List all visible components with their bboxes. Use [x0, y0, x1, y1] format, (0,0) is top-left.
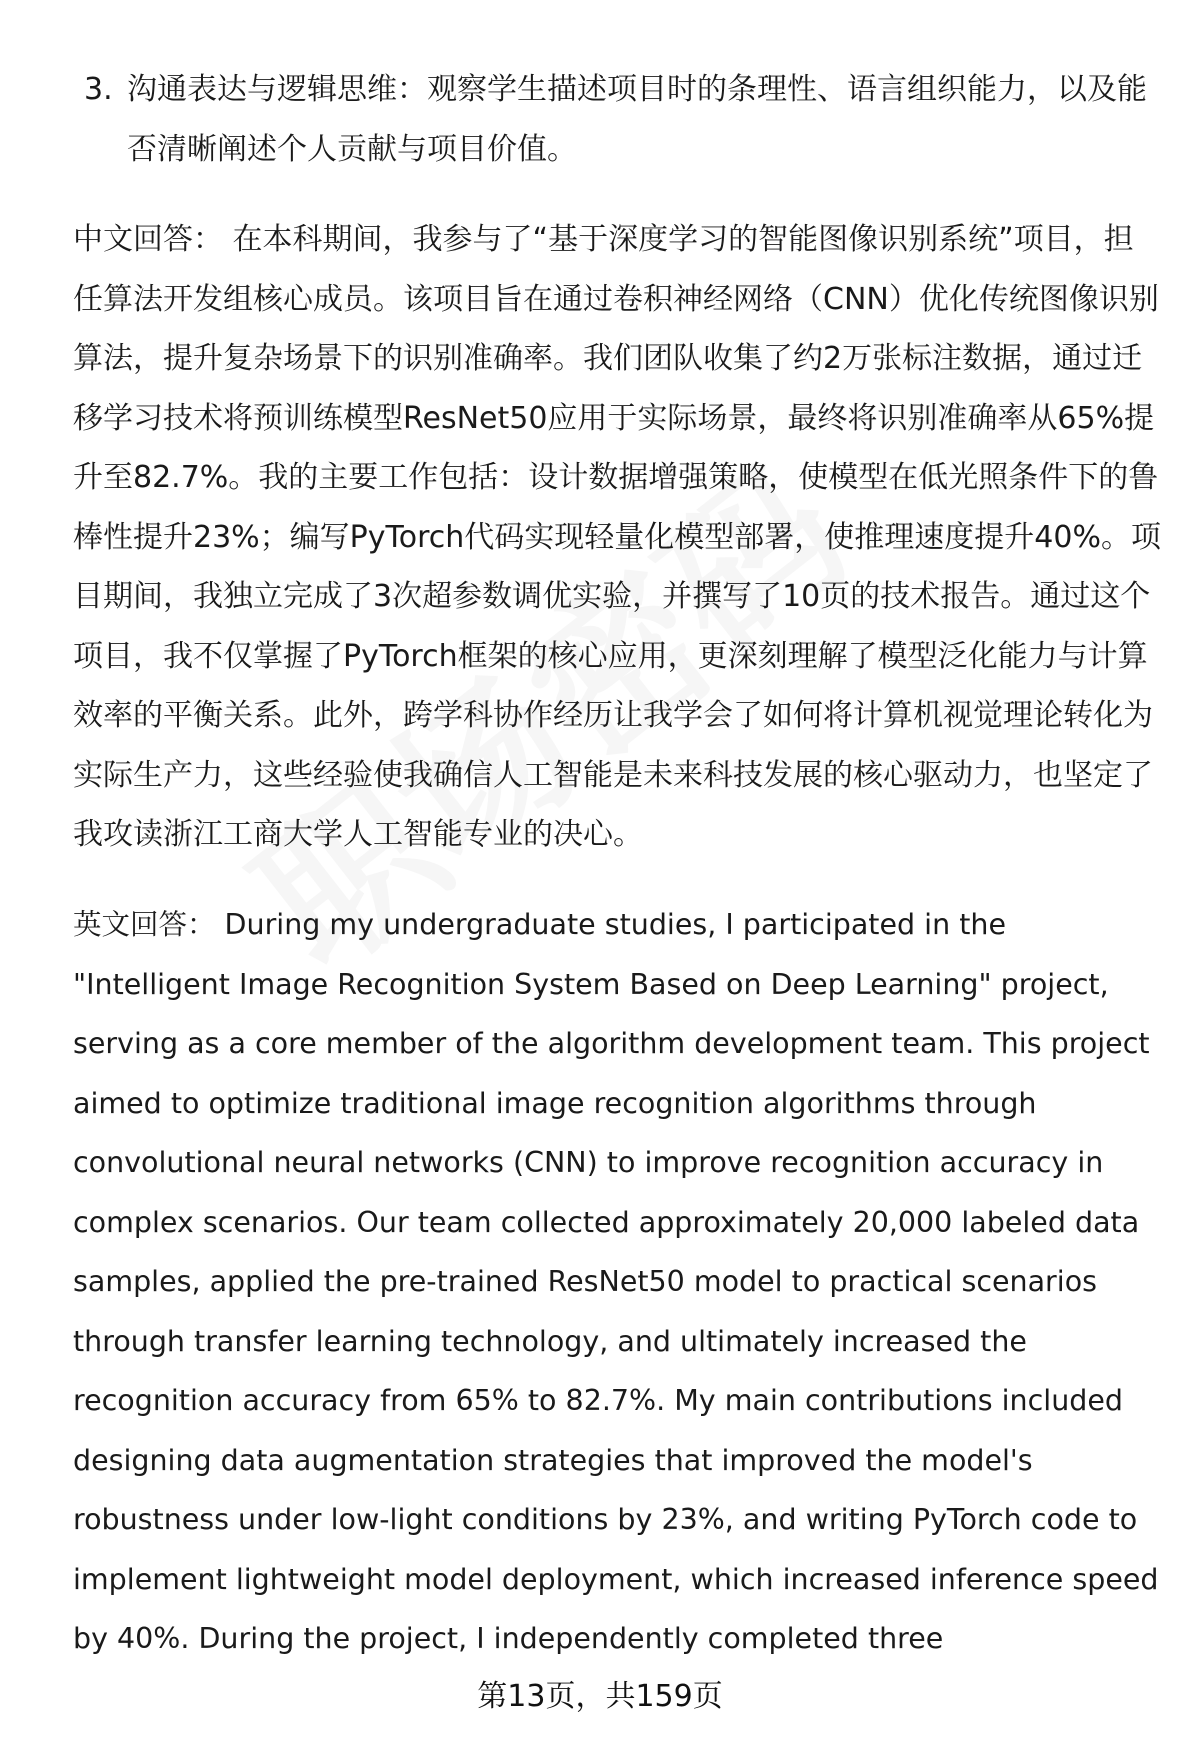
- paragraph-line: robustness under low-light conditions by 23%, and writing PyTorch code to: [73, 1503, 1138, 1536]
- paragraph-line: 算法，提升复杂场景下的识别准确率。我们团队收集了约2万张标注数据，通过迁: [73, 341, 1143, 376]
- paragraph-line: 实际生产力，这些经验使我确信人工智能是未来科技发展的核心驱动力，也坚定了: [73, 757, 1153, 793]
- paragraph-line: samples, applied the pre-trained ResNet50 model to practical scenarios: [73, 1265, 1097, 1298]
- paragraph-line: 移学习技术将预训练模型ResNet50应用于实际场景，最终将识别准确率从65%提: [73, 400, 1155, 436]
- paragraph-line: "Intelligent Image Recognition System Based on Deep Learning" project,: [73, 967, 1109, 1001]
- paragraph-line: recognition accuracy from 65% to 82.7%. My main contributions included: [73, 1384, 1123, 1417]
- paragraph-line: aimed to optimize traditional image recognition algorithms through: [73, 1086, 1037, 1120]
- list-item-number: 3.: [84, 72, 113, 107]
- paragraph-line: by 40%. During the project, I independently completed three: [73, 1622, 944, 1655]
- chinese-answer-paragraph: [73, 210, 1161, 865]
- paragraph-line: 任算法开发组核心成员。该项目旨在通过卷积神经网络（CNN）优化传统图像识别: [73, 281, 1159, 317]
- list-item-line: 否清晰阐述个人贡献与项目价值。: [127, 132, 577, 167]
- paragraph-line: convolutional neural networks (CNN) to improve recognition accuracy in: [73, 1146, 1104, 1179]
- page-number-footer: 第13页，共159页: [477, 1679, 723, 1714]
- paragraph-line: 项目，我不仅掌握了PyTorch框架的核心应用，更深刻理解了模型泛化能力与计算: [73, 638, 1148, 674]
- paragraph-line: 我攻读浙江工商大学人工智能专业的决心。: [73, 817, 643, 852]
- paragraph-line: 升至82.7%。我的主要工作包括：设计数据增强策略，使模型在低光照条件下的鲁: [73, 460, 1159, 495]
- paragraph-line: serving as a core member of the algorithm development team. This project: [73, 1027, 1150, 1060]
- paragraph-line: 中文回答： 在本科期间，我参与了“基于深度学习的智能图像识别系统”项目，担: [73, 222, 1134, 257]
- english-answer-paragraph: [73, 895, 1159, 1669]
- paragraph-line: 棒性提升23%；编写PyTorch代码实现轻量化模型部署，使推理速度提升40%。项: [73, 519, 1161, 555]
- paragraph-line: 目期间，我独立完成了3次超参数调优实验，并撰写了10页的技术报告。通过这个: [73, 579, 1151, 614]
- paragraph-line: implement lightweight model deployment, which increased inference speed: [73, 1562, 1159, 1596]
- list-item-line: 沟通表达与逻辑思维：观察学生描述项目时的条理性、语言组织能力，以及能: [127, 72, 1147, 107]
- paragraph-line: complex scenarios. Our team collected approximately 20,000 labeled data: [73, 1205, 1140, 1239]
- paragraph-line: through transfer learning technology, and ultimately increased the: [73, 1324, 1027, 1358]
- paragraph-line: designing data augmentation strategies that improved the model's: [73, 1443, 1033, 1477]
- paragraph-line: 效率的平衡关系。此外，跨学科协作经历让我学会了如何将计算机视觉理论转化为: [73, 698, 1153, 733]
- paragraph-line: 英文回答： During my undergraduate studies, I participated in the: [73, 908, 1006, 941]
